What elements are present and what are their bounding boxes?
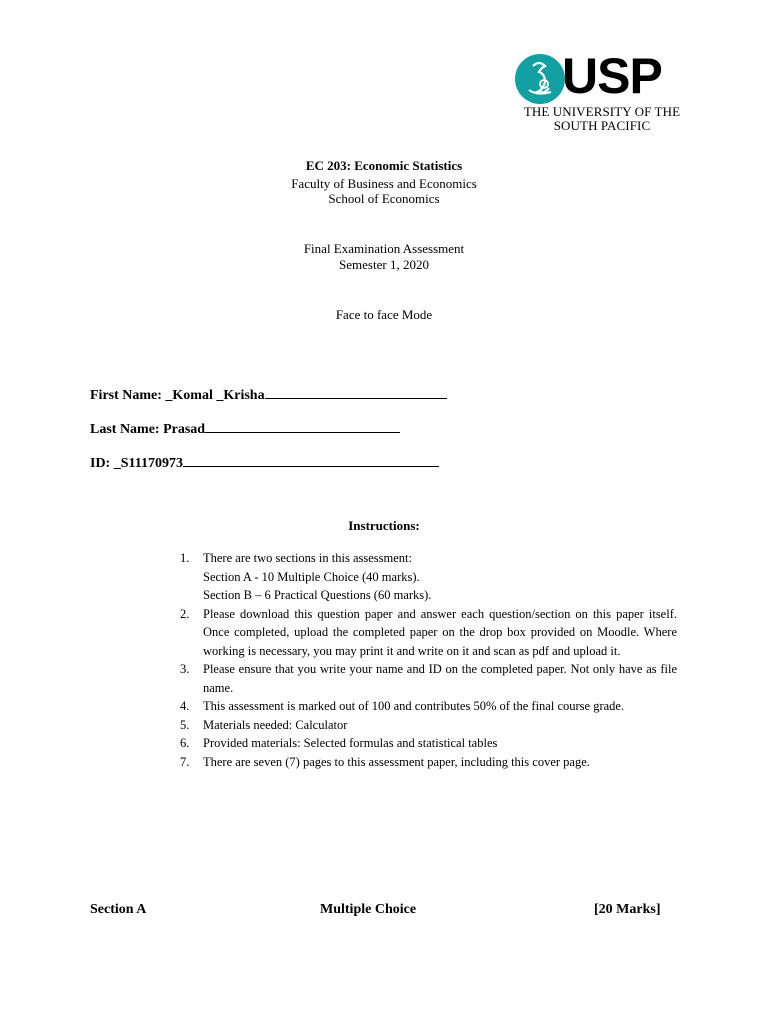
university-logo (515, 48, 685, 136)
section-type: Multiple Choice (320, 902, 417, 917)
course-title: EC 203: Economic Statistics (305, 158, 463, 173)
assessment-title: Final Examination Assessment (303, 241, 465, 256)
exam-mode: Face to face Mode (335, 307, 433, 322)
logo-emblem-icon (515, 54, 565, 104)
instruction-item: 2. Please download this question paper and answer each question/section on this paper itself. Once completed, upload the completed paper on the drop box provided on Moodle. Where working is necessary, you may print it and write on it and scan as pdf and upload it. (180, 606, 677, 658)
instruction-item: 3. Please ensure that you write your name and ID on the completed paper. Not only have as file name. (180, 662, 677, 695)
instruction-item: 4. This assessment is marked out of 100 and contributes 50% of the final course grade. (180, 699, 625, 713)
first-name-underline (265, 386, 447, 399)
section-marks: [20 Marks] (594, 902, 661, 917)
instruction-item: 6. Provided materials: Selected formulas and statistical tables (180, 736, 498, 750)
first-name-field: First Name: _Komal _Krisha (90, 386, 447, 405)
instruction-item: 1. There are two sections in this assessment: Section A - 10 Multiple Choice (40 marks). Section B – 6 Practical Questions (60 marks). (180, 551, 432, 602)
semester: Semester 1, 2020 (339, 257, 429, 272)
logo-wordmark: USP (562, 48, 662, 104)
id-underline (183, 454, 439, 467)
faculty-name: Faculty of Business and Economics (291, 176, 477, 191)
last-name-field: Last Name: Prasad (90, 420, 400, 439)
instruction-item: 7. There are seven (7) pages to this assessment paper, including this cover page. (180, 754, 590, 769)
school-name: School of Economics (328, 191, 440, 206)
instructions-list (180, 549, 677, 771)
logo-subtitle: THE UNIVERSITY OF THE SOUTH PACIFIC (523, 104, 681, 133)
last-name-underline (205, 420, 400, 433)
student-id-field: ID: _S11170973 (90, 454, 439, 473)
instruction-item: 5. Materials needed: Calculator (180, 717, 348, 732)
instructions-heading: Instructions: (348, 518, 420, 533)
section-name: Section A (90, 902, 147, 917)
